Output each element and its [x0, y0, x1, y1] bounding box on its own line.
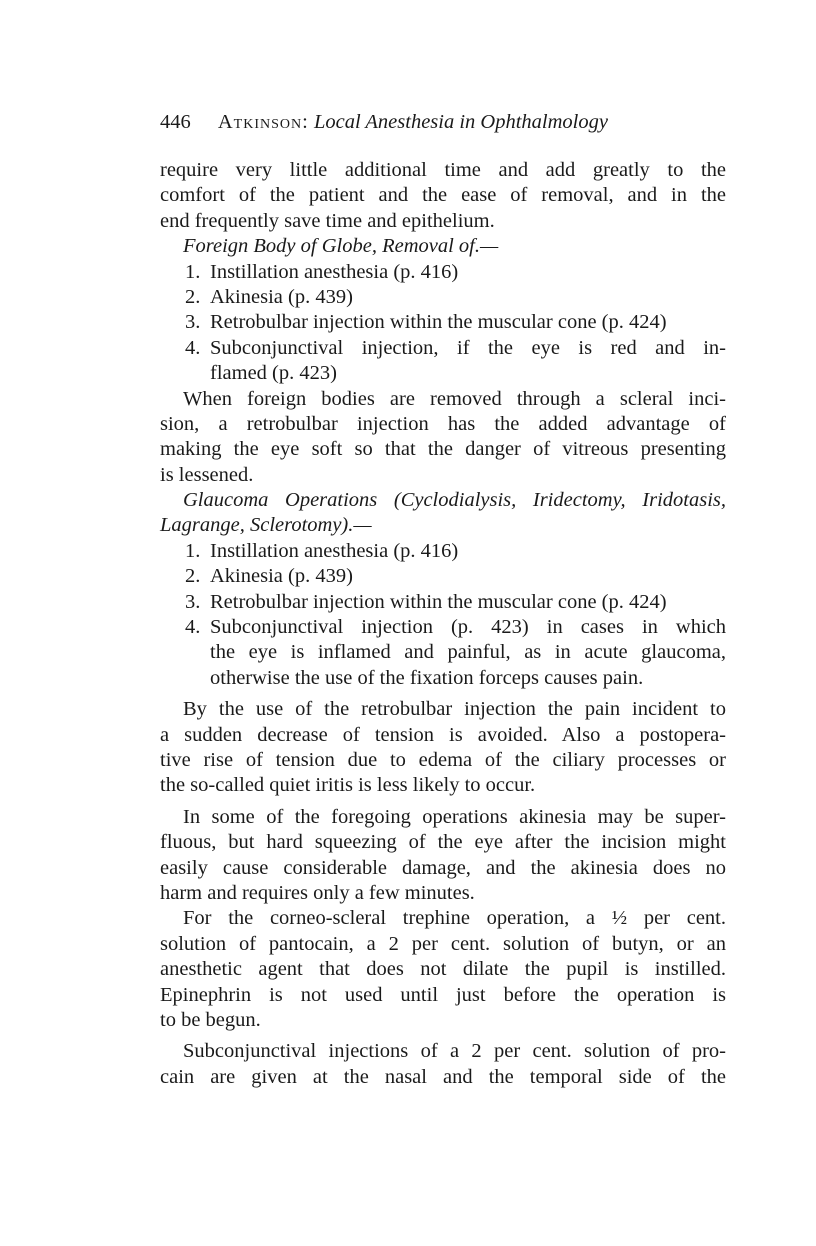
section-heading-foreign-body: Foreign Body of Globe, Removal of.— [183, 235, 499, 258]
list-item: 3. Retrobulbar injection within the muscular cone (p. 424) [185, 311, 667, 334]
text-line: require very little additional time and add greatly to the [160, 159, 726, 181]
list-item: 4. Subconjunctival injection, if the eye is red and in- [185, 336, 726, 359]
text-line: making the eye soft so that the danger of vitreous presenting [160, 438, 726, 461]
list-item-continuation: otherwise the use of the fixation forceps causes pain. [210, 666, 644, 689]
list-item: 2. Akinesia (p. 439) [185, 565, 353, 588]
akinesia-paragraph [160, 805, 726, 907]
retrobulbar-paragraph [160, 697, 726, 799]
text-line: In some of the foregoing operations akinesia may be super- [183, 805, 726, 828]
text-line: end frequently save time and epithelium. [160, 209, 495, 232]
intro-paragraph [160, 158, 726, 234]
text-line: cain are given at the nasal and the temporal side of the [160, 1065, 726, 1088]
trephine-paragraph [160, 906, 726, 1033]
list-item: 4. Subconjunctival injection (p. 423) in cases in which [185, 616, 726, 639]
text-line: anesthetic agent that does not dilate the pupil is instilled. [160, 958, 726, 981]
section-heading-glaucoma-cont: Lagrange, Sclerotomy).— [160, 514, 372, 537]
foreign-body-list [160, 260, 726, 387]
text-line: Epinephrin is not used until just before the operation is [160, 983, 726, 1006]
list-item: 1. Instillation anesthesia (p. 416) [185, 539, 459, 562]
text-line: the so-called quiet iritis is less likely to occur. [160, 774, 536, 797]
running-head-author: Atkinson: [217, 111, 309, 133]
section-heading-glaucoma: Glaucoma Operations (Cyclodialysis, Iridectomy, Iridotasis, [183, 489, 726, 512]
page-number: 446 [160, 111, 191, 133]
text-line: to be begun. [160, 1008, 261, 1031]
subconjunctival-paragraph [160, 1039, 726, 1090]
glaucoma-list [160, 539, 726, 691]
text-line: easily cause considerable damage, and the akinesia does no [160, 856, 726, 879]
text-line: For the corneo-scleral trephine operation, a ½ per cent. [183, 907, 726, 930]
list-item: 2. Akinesia (p. 439) [185, 285, 353, 308]
text-line: tive rise of tension due to edema of the ciliary processes or [160, 748, 726, 771]
foreign-body-paragraph [160, 387, 726, 489]
list-item-continuation: flamed (p. 423) [210, 362, 337, 385]
text-line: is lessened. [160, 463, 254, 486]
text-line: harm and requires only a few minutes. [160, 881, 475, 904]
book-page [160, 110, 726, 1090]
text-line: By the use of the retrobulbar injection the pain incident to [183, 698, 726, 721]
text-line: sion, a retrobulbar injection has the added advantage of [160, 412, 726, 435]
list-item: 1. Instillation anesthesia (p. 416) [185, 260, 459, 283]
text-line: solution of pantocain, a 2 per cent. solution of butyn, or an [160, 932, 726, 955]
text-line: When foreign bodies are removed through a scleral inci- [183, 387, 726, 410]
text-line: Subconjunctival injections of a 2 per cent. solution of pro- [183, 1040, 726, 1063]
list-item: 3. Retrobulbar injection within the muscular cone (p. 424) [185, 590, 667, 613]
text-line: comfort of the patient and the ease of removal, and in the [160, 184, 726, 207]
running-head [160, 110, 726, 138]
running-head-title: Local Anesthesia in Ophthalmology [313, 111, 608, 133]
list-item-continuation: the eye is inflamed and painful, as in acute glaucoma, [210, 641, 726, 664]
text-line: fluous, but hard squeezing of the eye after the incision might [160, 831, 726, 854]
text-line: a sudden decrease of tension is avoided. Also a postopera- [160, 723, 726, 746]
